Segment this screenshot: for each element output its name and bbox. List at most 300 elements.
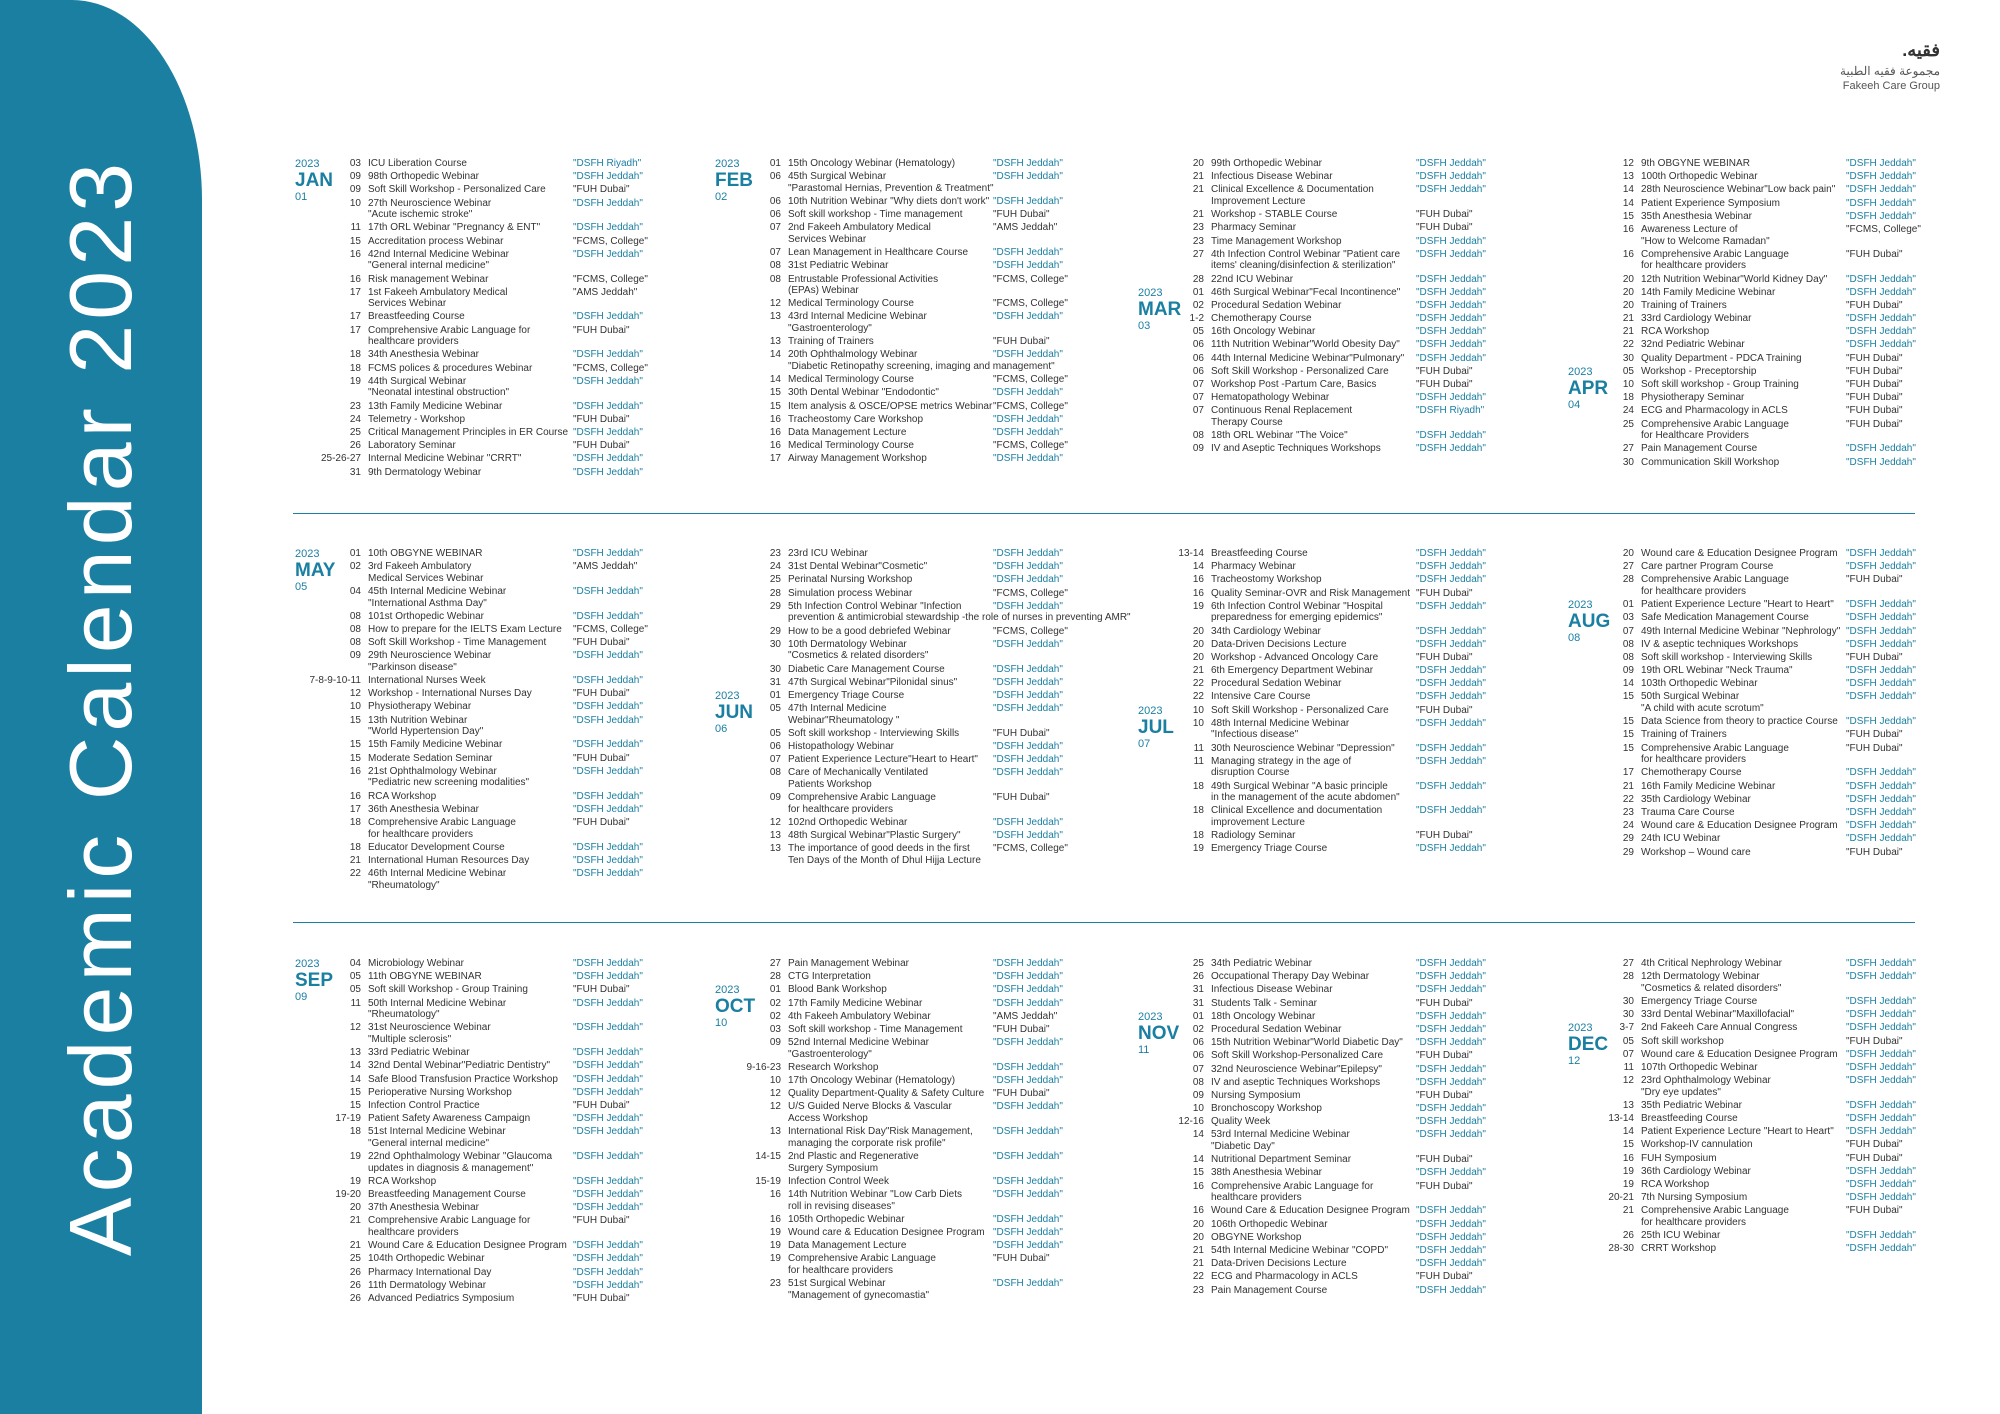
event-date: 08 [1192,1076,1204,1088]
event-date: 07 [1192,405,1204,417]
event-location: "DSFH Jeddah" [573,311,643,323]
event-date: 19 [769,1253,781,1265]
event-title: Perinatal Nursing Workshop [788,574,913,586]
event-row [293,739,703,751]
event-row [713,1088,1123,1100]
event-date: 19 [769,1240,781,1252]
event-title: 2nd Fakeeh Ambulatory Medical [788,222,931,234]
event-location: "DSFH Jeddah" [1416,299,1486,311]
event-title: 36th Cardiology Webinar [1641,1165,1751,1177]
event-date: 15 [349,1086,361,1098]
event-title: Communication Skill Workshop [1641,456,1780,468]
event-title: International Risk Day"Risk Management, [788,1126,973,1138]
event-subtitle: preparedness for emerging epidemics" [1211,612,1383,624]
event-row [1566,1139,1976,1151]
event-date: 02 [1192,1023,1204,1035]
event-date: 10 [349,197,361,209]
event-row [1136,274,1546,286]
month-number: 04 [1568,398,1581,411]
event-row [713,158,1123,170]
event-date: 08 [349,610,361,622]
event-row [713,336,1123,348]
event-date: 15 [1622,210,1634,222]
event-title: 19th ORL Webinar "Neck Trauma" [1641,665,1793,677]
event-row [1136,830,1546,842]
event-date: 02 [349,561,361,573]
event-row [713,998,1123,1010]
event-title: Training of Trainers [1641,299,1727,311]
event-row [293,287,703,310]
event-row [713,792,1123,815]
event-date: 08 [1622,638,1634,650]
event-date: 30 [769,638,781,650]
event-row [713,958,1123,970]
event-date: 15 [1192,1167,1204,1179]
event-title: Workshop - Preceptorship [1641,365,1757,377]
event-subtitle: in the management of the acute abdomen" [1211,792,1400,804]
event-date: 14-15 [755,1151,781,1163]
event-title: Procedural Sedation Webinar [1211,299,1342,311]
event-title: Advanced Pediatrics Symposium [368,1292,515,1304]
event-date: 06 [1192,339,1204,351]
event-row [713,548,1123,560]
event-title: RCA Workshop [368,790,437,802]
event-location: "FUH Dubai" [1416,1050,1473,1062]
event-row [293,1074,703,1086]
month-block [293,158,703,478]
event-row [1136,353,1546,365]
event-title: 34th Anesthesia Webinar [368,349,480,361]
event-row [713,754,1123,766]
column-row2-c4 [1566,548,1976,860]
event-title: Soft Skill Workshop - Personalized Care [368,184,546,196]
event-date: 24 [349,413,361,425]
event-location: "DSFH Jeddah" [993,349,1063,361]
event-title: 37th Anesthesia Webinar [368,1202,480,1214]
event-title: Tracheostomy Workshop [1211,574,1322,586]
event-row [293,548,703,560]
event-location: "DSFH Jeddah" [1846,171,1916,183]
event-title: Patient Experience Symposium [1641,197,1780,209]
event-row [293,274,703,286]
event-location: "FUH Dubai" [1416,222,1473,234]
event-date: 09 [769,1037,781,1049]
event-title: 51st Internal Medicine Webinar [368,1126,506,1138]
event-title: Continuous Renal Replacement [1211,405,1353,417]
event-location: "FUH Dubai" [993,209,1050,221]
event-title: Quality Department - PDCA Training [1641,352,1802,364]
brand-logo [1840,40,1940,92]
event-title: Entrustable Professional Activities [788,273,939,285]
event-row [1136,339,1546,351]
event-title: Wound care & Education Designee Program [1641,1048,1838,1060]
event-location: "DSFH Jeddah" [1846,833,1916,845]
event-row [1136,971,1546,983]
event-title: Soft Skill Workshop-Personalized Care [1211,1050,1384,1062]
event-location: "DSFH Jeddah" [573,1086,643,1098]
event-date: 01 [769,984,781,996]
event-location: "DSFH Jeddah" [1846,273,1916,285]
event-date: 04 [349,958,361,969]
event-date: 27 [1622,958,1634,969]
event-location: "DSFH Jeddah" [993,1126,1063,1138]
event-row [1136,1011,1546,1023]
event-title: 15th Oncology Webinar (Hematology) [788,158,956,169]
event-date: 08 [349,623,361,635]
event-date: 05 [769,727,781,739]
event-location: "DSFH Jeddah" [1846,971,1916,983]
event-location: "DSFH Jeddah" [993,741,1063,753]
event-location: "FCMS, College" [993,374,1068,386]
event-location: "DSFH Jeddah" [993,561,1063,573]
event-row [1566,548,1976,560]
event-row [1136,1232,1546,1244]
event-row [1136,626,1546,638]
event-date: 14 [769,374,781,386]
event-title: 12th Dermatology Webinar [1641,971,1760,983]
event-title: 102nd Orthopedic Webinar [788,816,908,828]
event-date: 13 [769,336,781,348]
event-title: 46th Surgical Webinar"Fecal Incontinence" [1211,286,1401,298]
event-title: 9th Dermatology Webinar [368,466,482,478]
event-date: 13-14 [1608,1113,1634,1125]
event-row [293,958,703,970]
event-date: 18 [349,841,361,853]
column-row3-c3 [1136,958,1546,1298]
event-location: "DSFH Jeddah" [993,1075,1063,1087]
event-row [1566,820,1976,832]
event-title: Quality Department-Quality & Safety Culture [788,1088,985,1100]
event-location: "DSFH Jeddah" [993,1240,1063,1252]
event-date: 19 [349,1175,361,1187]
event-row [713,639,1123,662]
event-row [293,650,703,673]
month-block [713,548,1131,688]
event-row [293,222,703,234]
event-row [1136,639,1546,651]
event-date: 15 [1622,1139,1634,1151]
event-row [713,453,1123,465]
event-date: 30 [1622,456,1634,468]
event-location: "DSFH Jeddah" [1416,1218,1486,1230]
event-subtitle: "Cosmetics & related disorders" [788,650,929,662]
event-date: 15 [349,739,361,751]
event-row [1566,1166,1976,1178]
event-location: "DSFH Jeddah" [1416,971,1486,983]
event-title: 35th Anesthesia Webinar [1641,210,1753,222]
event-date: 28 [1622,574,1634,586]
event-title: 38th Anesthesia Webinar [1211,1167,1323,1179]
event-title: Workshop-IV cannulation [1641,1139,1753,1151]
event-title: Comprehensive Arabic Language [788,792,936,804]
event-location: "DSFH Jeddah" [1846,780,1916,792]
event-row [1136,678,1546,690]
event-row [293,1189,703,1201]
event-date: 20 [1192,638,1204,650]
event-title: Lean Management in Healthcare Course [788,247,969,259]
event-row [1566,353,1976,365]
event-date: 13 [769,843,781,855]
event-date: 10 [349,701,361,713]
event-location: "FUH Dubai" [1846,405,1903,417]
event-row [1136,1064,1546,1076]
event-title: 32nd Pediatric Webinar [1641,339,1745,351]
event-date: 19 [1192,843,1204,855]
event-row [293,701,703,713]
event-date: 07 [1192,392,1204,404]
month-number: 08 [1568,632,1581,645]
event-location: "FUH Dubai" [1416,365,1473,377]
event-date: 14 [1622,1126,1634,1138]
event-location: "DSFH Jeddah" [1846,678,1916,690]
event-location: "DSFH Jeddah" [1416,1244,1486,1256]
event-location: "DSFH Jeddah" [1416,665,1486,677]
event-date: 18 [349,362,361,374]
event-title: 1st Fakeeh Ambulatory Medical [368,286,508,298]
event-row [1136,588,1546,600]
event-date: 15 [769,387,781,399]
event-date: 22 [1192,678,1204,690]
event-row [293,1087,703,1099]
event-title: 49th Internal Medicine Webinar "Nephrology" [1641,625,1841,637]
event-row [1566,1230,1976,1242]
event-row [1136,1129,1546,1152]
event-date: 07 [1622,625,1634,637]
event-title: 21st Ophthalmology Webinar [368,765,497,777]
event-location: "DSFH Jeddah" [1846,313,1916,325]
event-date: 12-16 [1178,1116,1204,1128]
event-title: Soft skill workshop - Time management [788,209,963,221]
event-title: Comprehensive Arabic Language [1641,742,1789,754]
event-location: "DSFH Jeddah" [1846,1192,1916,1204]
event-location: "DSFH Jeddah" [993,689,1063,701]
english-group-name: Fakeeh Care Group [1842,80,1940,92]
event-row [1566,326,1976,338]
event-row [293,1202,703,1214]
event-location: "DSFH Jeddah" [573,197,643,209]
month-block [1566,599,1976,858]
event-row [1566,1153,1976,1165]
event-location: "FCMS, College" [993,298,1068,310]
event-date: 20 [349,1202,361,1214]
event-date: 21 [349,1215,361,1227]
event-title: 18th ORL Webinar "The Voice" [1211,430,1348,442]
event-row [1136,756,1546,779]
event-location: "DSFH Jeddah" [993,830,1063,842]
event-date: 14 [1192,1154,1204,1166]
event-location: "AMS Jeddah" [573,286,638,298]
event-row [713,171,1123,194]
event-location: "DSFH Jeddah" [993,195,1063,207]
event-date: 09 [349,171,361,183]
month-name: FEB [715,170,753,191]
event-title: 44th Internal Medicine Webinar"Pulmonary" [1211,352,1405,364]
event-subtitle: updates in diagnosis & management" [368,1162,534,1174]
event-row [293,171,703,183]
event-date: 14 [1192,561,1204,573]
event-row [1566,847,1976,859]
event-title: Physiotherapy Seminar [1641,392,1745,404]
event-location: "FUH Dubai" [1416,1180,1473,1192]
event-date: 07 [1192,379,1204,390]
month-name: MAY [295,560,336,581]
event-title: 4th Infection Control Webinar "Patient care [1211,248,1401,260]
event-location: "FUH Dubai" [1846,1035,1903,1047]
month-year: 2023 [1138,704,1163,717]
event-date: 06 [1192,365,1204,377]
event-date: 29 [769,600,781,612]
event-location: "DSFH Jeddah" [573,714,643,726]
event-location: "DSFH Jeddah" [573,400,643,412]
event-row [713,561,1123,573]
event-row [1136,366,1546,378]
event-location: "DSFH Jeddah" [993,260,1063,272]
event-location: "DSFH Jeddah" [573,1266,643,1278]
event-subtitle: healthcare providers [368,1226,459,1238]
event-location: "DSFH Riyadh" [1416,405,1485,417]
event-date: 09 [1622,665,1634,677]
event-location: "DSFH Jeddah" [1846,561,1916,573]
event-row [1566,287,1976,299]
column-row3-c4 [1566,958,1976,1257]
event-location: "DSFH Jeddah" [1846,625,1916,637]
event-title: Workshop – Wound care [1641,846,1751,858]
event-row [1566,1205,1976,1228]
event-row [293,791,703,803]
event-subtitle: Patients Workshop [788,779,872,790]
event-location: "DSFH Jeddah" [573,854,643,866]
event-title: Laboratory Seminar [368,440,456,452]
event-date: 16 [1622,1152,1634,1164]
event-row [1136,958,1546,970]
event-date: 18 [349,816,361,828]
event-title: 47th Internal Medicine [788,703,887,715]
event-location: "DSFH Jeddah" [1416,1010,1486,1022]
event-title: Comprehensive Arabic Language [1641,418,1789,430]
event-row [1566,158,1976,170]
month-number: 11 [1138,1043,1150,1056]
event-date: 13 [1622,1099,1634,1111]
event-date: 08 [769,767,781,779]
event-title: Microbiology Webinar [368,958,464,969]
event-location: "DSFH Jeddah" [1416,443,1486,455]
event-row [1136,171,1546,183]
event-date: 22 [349,868,361,880]
event-row [293,1126,703,1149]
event-location: "DSFH Jeddah" [1416,313,1486,325]
event-location: "DSFH Jeddah" [993,311,1063,323]
event-row [1566,716,1976,728]
event-date: 31 [1192,984,1204,996]
event-title: Training of Trainers [788,336,874,348]
event-location: "DSFH Jeddah" [1416,742,1486,754]
event-title: 34th Pediatric Webinar [1211,958,1312,969]
event-row [293,715,703,738]
event-date: 20 [1192,158,1204,169]
event-row [1566,419,1976,442]
event-location: "FUH Dubai" [1416,704,1473,716]
event-row [293,842,703,854]
event-row [1136,1245,1546,1257]
month-name: AUG [1568,611,1611,633]
event-date: 14 [1622,678,1634,690]
event-location: "FUH Dubai" [1846,574,1903,586]
month-name: JAN [295,170,334,191]
event-title: 13th Family Medicine Webinar [368,400,503,412]
event-date: 06 [1192,352,1204,364]
event-row [1136,158,1546,170]
event-location: "DSFH Jeddah" [1416,561,1486,573]
event-title: 103th Orthopedic Webinar [1641,678,1758,690]
event-row [713,1214,1123,1226]
event-date: 01 [769,689,781,701]
event-title: Data Science from theory to practice Course [1641,716,1838,728]
event-date: 31 [769,676,781,688]
event-location: "DSFH Jeddah" [993,1189,1063,1200]
event-location: "FUH Dubai" [1416,379,1473,390]
month-block [713,958,1123,983]
event-date: 11 [1193,742,1204,754]
event-row [713,664,1123,676]
event-title: 20th Ophthalmology Webinar [788,349,918,361]
month-block [1136,287,1546,455]
event-title: 22nd ICU Webinar [1211,273,1294,285]
event-date: 10 [769,1075,781,1087]
event-location: "DSFH Jeddah" [573,1047,643,1059]
event-title: 16th Oncology Webinar [1211,326,1316,338]
event-date: 10 [1622,379,1634,390]
event-date: 07 [1192,1063,1204,1075]
event-title: Nutritional Department Seminar [1211,1154,1352,1166]
event-date: 16 [769,440,781,452]
event-date: 06 [769,195,781,207]
event-location: "DSFH Jeddah" [993,247,1063,259]
event-row [293,1151,703,1174]
event-date: 20 [1622,273,1634,285]
month-number: 03 [1138,319,1151,332]
month-year: 2023 [295,158,320,170]
event-subtitle: Services Webinar [368,298,447,310]
event-subtitle: "Parastomal Hernias, Prevention & Treatment" [788,182,994,194]
event-date: 06 [769,741,781,753]
event-title: 3rd Fakeeh Ambulatory [368,561,472,573]
event-subtitle: Medical Services Webinar [368,572,484,584]
event-date: 16 [769,1213,781,1225]
event-row [713,1024,1123,1036]
event-location: "DSFH Jeddah" [993,676,1063,688]
event-location: "DSFH Jeddah" [573,1073,643,1085]
event-row [1136,574,1546,586]
event-date: 14 [1192,1129,1204,1141]
event-row [293,1240,703,1252]
event-subtitle: "General internal medicine" [368,260,490,272]
event-title: 27th Neuroscience Webinar [368,197,492,209]
event-subtitle: Therapy Course [1211,416,1283,428]
event-title: Pain Management Course [1641,443,1758,455]
event-location: "DSFH Jeddah" [1416,339,1486,351]
event-title: Intensive Care Course [1211,691,1311,703]
event-date: 18 [1622,392,1634,404]
event-row [293,453,703,465]
event-title: Comprehensive Arabic Language [1641,248,1789,260]
event-row [1566,405,1976,417]
event-date: 25 [1192,958,1204,969]
event-location: "DSFH Jeddah" [573,971,643,983]
event-title: 33rd Cardiology Webinar [1641,313,1752,325]
event-date: 19 [1622,1179,1634,1190]
event-subtitle: items' cleaning/disinfection & sterilization" [1211,260,1396,272]
event-date: 21 [349,1240,361,1252]
